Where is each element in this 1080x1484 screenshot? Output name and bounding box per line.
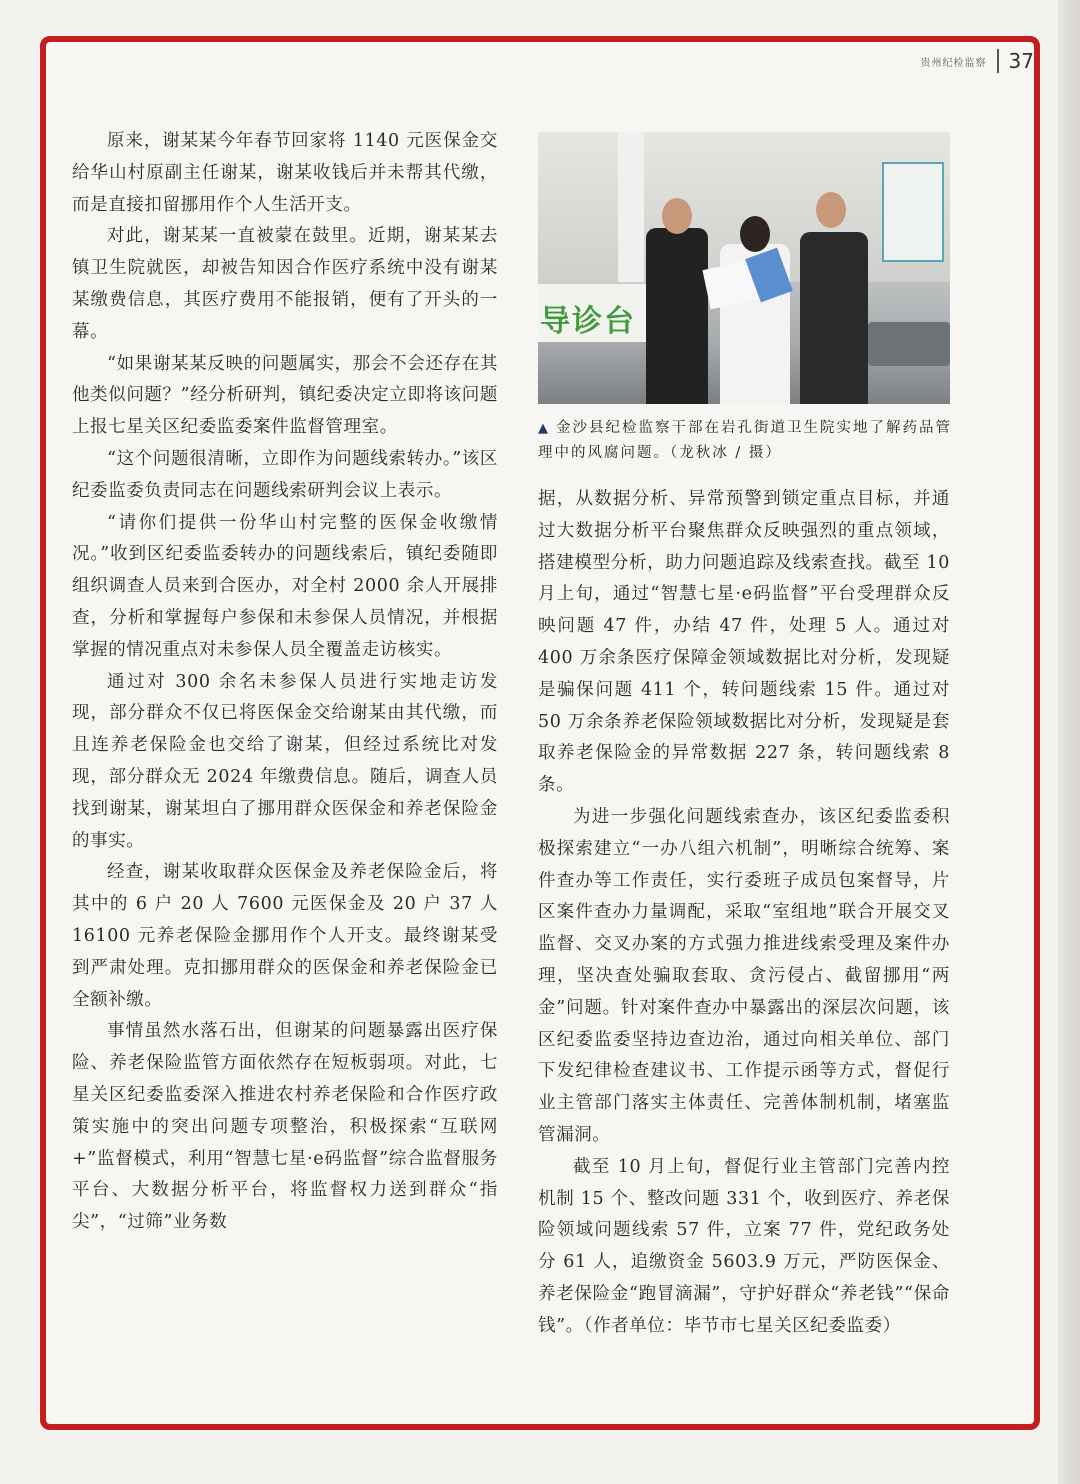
paragraph: “这个问题很清晰，立即作为问题线索转办。”该区纪委监委负责同志在问题线索研判会议上表示。	[72, 448, 498, 501]
header-divider	[997, 49, 999, 73]
triangle-marker-icon: ▲	[538, 421, 550, 436]
paragraph: 经查，谢某收取群众医保金及养老保险金后，将其中的 6 户 20 人 7600 元医保金及 20 户 37 人 16100 元养老保险金挪用作个人开支。最终谢某受到严肃处理。克扣挪用群众的医保金和养老保险金已全额补缴。	[72, 862, 498, 1010]
photo-desk-sign: 导诊台	[540, 304, 636, 339]
paragraph: 通过对 300 余名未参保人员进行实地走访发现，部分群众不仅已将医保金交给谢某由其代缴，而且连养老保险金也交给了谢某，但经过系统比对发现，部分群众无 2024 年缴费信息。随后，调查人员找到谢某，谢某坦白了挪用群众医保金和养老保险金的事实。	[72, 671, 498, 851]
paragraph: 据，从数据分析、异常预警到锁定重点目标，并通过大数据分析平台聚焦群众反映强烈的重点领域，搭建模型分析，助力问题追踪及线索查找。截至 10 月上旬，通过“智慧七星·e码监督”平台受理群众反映问题 47 件，办结 47 件，处理 5 人。通过对 400 万余条医疗保障金领域数据比对分析，发现疑是骗保问题 411 个，转问题线索 15 件。通过对 50 万余条养老保险领域数据比对分析，发现疑是套取养老保险金的异常数据 227 条，转问题线索 8 条。	[538, 489, 950, 796]
photo-head	[816, 192, 846, 228]
paragraph: 对此，谢某某一直被蒙在鼓里。近期，谢某某去镇卫生院就医，却被告知因合作医疗系统中没有谢某某缴费信息，其医疗费用不能报销，便有了开头的一幕。	[72, 226, 498, 342]
paragraph: “如果谢某某反映的问题属实，那会不会还存在其他类似问题？”经分析研判，镇纪委决定立即将该问题上报七星关区纪委监委案件监督管理室。	[72, 353, 498, 438]
page-header	[921, 48, 1034, 74]
article-right-column	[538, 484, 950, 1343]
paragraph: 为进一步强化问题线索查办，该区纪委监委积极探索建立“一办八组六机制”，明晰综合统筹、案件查办等工作责任，实行委班子成员包案督导，片区案件查办力量调配，采取“室组地”联合开展交叉监督、交叉办案的方式强力推进线索受理及案件办理，坚决查处骗取套取、贪污侵占、截留挪用“两金”问题。针对案件查办中暴露出的深层次问题，该区纪委监委坚持边查边治，通过向相关单位、部门下发纪律检查建议书、工作提示函等方式，督促行业主管部门落实主体责任、完善体制机制，堵塞监管漏洞。	[538, 806, 950, 1145]
photo-notice-board	[882, 162, 944, 262]
caption-text: 金沙县纪检监察干部在岩孔街道卫生院实地了解药品管理中的风腐问题。（龙秋冰 / 摄）	[538, 420, 952, 461]
photo-caption	[538, 416, 958, 465]
paragraph: 事情虽然水落石出，但谢某的问题暴露出医疗保险、养老保险监管方面依然存在短板弱项。对此，七星关区纪委监委深入推进农村养老保险和合作医疗政策实施中的突出问题专项整治，积极探索“互联网+”监督模式，利用“智慧七星·e码监督”综合监督服务平台、大数据分析平台，将监督权力送到群众“指尖”，“过筛”业务数	[72, 1021, 498, 1233]
photo-person	[800, 232, 868, 404]
magazine-name: 贵州纪检监察	[920, 57, 987, 69]
photo-head	[740, 216, 770, 252]
photo-person	[646, 228, 708, 404]
page-number: 37	[1008, 49, 1034, 73]
photo-bench	[868, 322, 950, 366]
photo-head	[662, 198, 692, 234]
photo-pillar	[618, 132, 644, 282]
scan-edge	[1058, 0, 1080, 1484]
article-photo	[538, 132, 950, 404]
paragraph: 截至 10 月上旬，督促行业主管部门完善内控机制 15 个、整改问题 331 个，收到医疗、养老保险领域问题线索 57 件，立案 77 件，党纪政务处分 61 人，追缴资金 5603.9 万元，严防医保金、养老保险金“跑冒滴漏”，守护好群众“养老钱”“保命钱”。（作者单位：毕节市七星关区纪委监委）	[538, 1156, 950, 1336]
article-left-column	[72, 126, 498, 1239]
paragraph: “请你们提供一份华山村完整的医保金收缴情况。”收到区纪委监委转办的问题线索后，镇纪委随即组织调查人员来到合医办，对全村 2000 余人开展排查，分析和掌握每户参保和未参保人员情况，并根据掌握的情况重点对未参保人员全覆盖走访核实。	[72, 512, 498, 660]
paragraph: 原来，谢某某今年春节回家将 1140 元医保金交给华山村原副主任谢某，谢某收钱后并未帮其代缴，而是直接扣留挪用作个人生活开支。	[72, 131, 498, 215]
